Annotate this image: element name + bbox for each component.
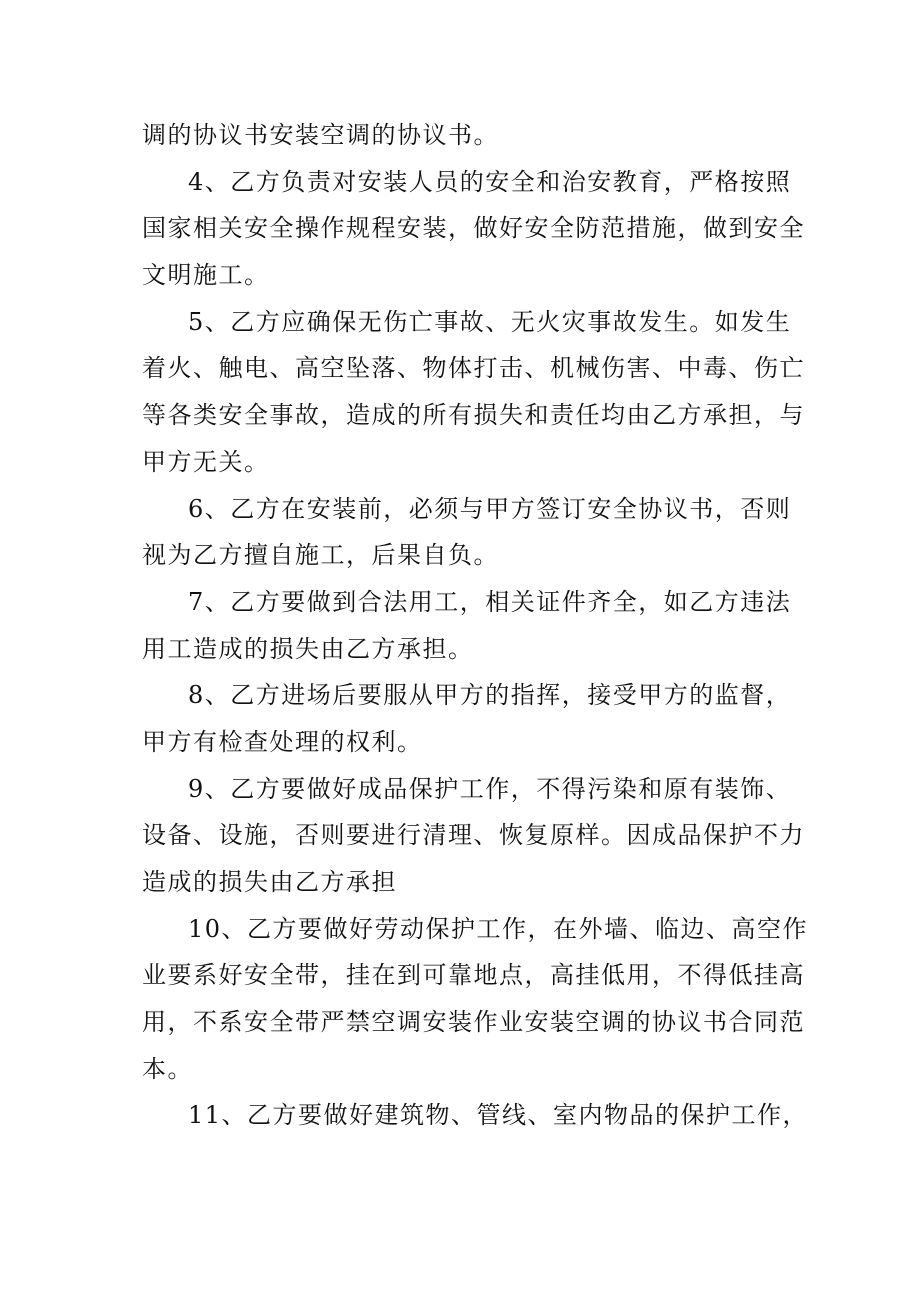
text-line: 国家相关安全操作规程安装，做好安全防范措施，做到安全 (142, 214, 805, 243)
clause-8-start: 8、乙方进场后要服从甲方的指挥，接受甲方的监督， (188, 681, 792, 710)
text-line: 业要系好安全带，挂在到可靠地点，高挂低用，不得低挂高 (142, 961, 805, 990)
text-line: 等各类安全事故，造成的所有损失和责任均由乙方承担，与 (142, 401, 805, 430)
clause-5-start: 5、乙方应确保无伤亡事故、无火灾事故发生。如发生 (188, 307, 792, 336)
text-line: 视为乙方擅自施工，后果自负。 (142, 541, 499, 570)
clause-11-start: 11、乙方要做好建筑物、管线、室内物品的保护工作， (188, 1101, 809, 1130)
text-line: 调的协议书安装空调的协议书。 (142, 121, 499, 149)
text-line: 文明施工。 (142, 261, 270, 290)
text-line: 用，不系安全带严禁空调安装作业安装空调的协议书合同范 (142, 1008, 805, 1037)
text-line: 着火、触电、高空坠落、物体打击、机械伤害、中毒、伤亡 (142, 354, 805, 383)
text-line: 设备、设施，否则要进行清理、恢复原样。因成品保护不力 (142, 821, 805, 850)
clause-7-start: 7、乙方要做到合法用工，相关证件齐全，如乙方违法 (188, 587, 792, 616)
clause-10-start: 10、乙方要做好劳动保护工作，在外墙、临边、高空作 (188, 914, 809, 943)
clause-4-start: 4、乙方负责对安装人员的安全和治安教育，严格按照 (188, 167, 792, 196)
text-line: 甲方有检查处理的权利。 (142, 727, 423, 756)
clause-9-start: 9、乙方要做好成品保护工作，不得污染和原有装饰、 (188, 774, 792, 803)
text-line: 甲方无关。 (142, 447, 270, 476)
clause-6-start: 6、乙方在安装前，必须与甲方签订安全协议书，否则 (188, 494, 792, 523)
text-line: 用工造成的损失由乙方承担。 (142, 634, 474, 663)
text-line: 本。 (142, 1054, 193, 1083)
document-body (142, 112, 809, 1139)
text-line: 造成的损失由乙方承担 (142, 868, 397, 896)
